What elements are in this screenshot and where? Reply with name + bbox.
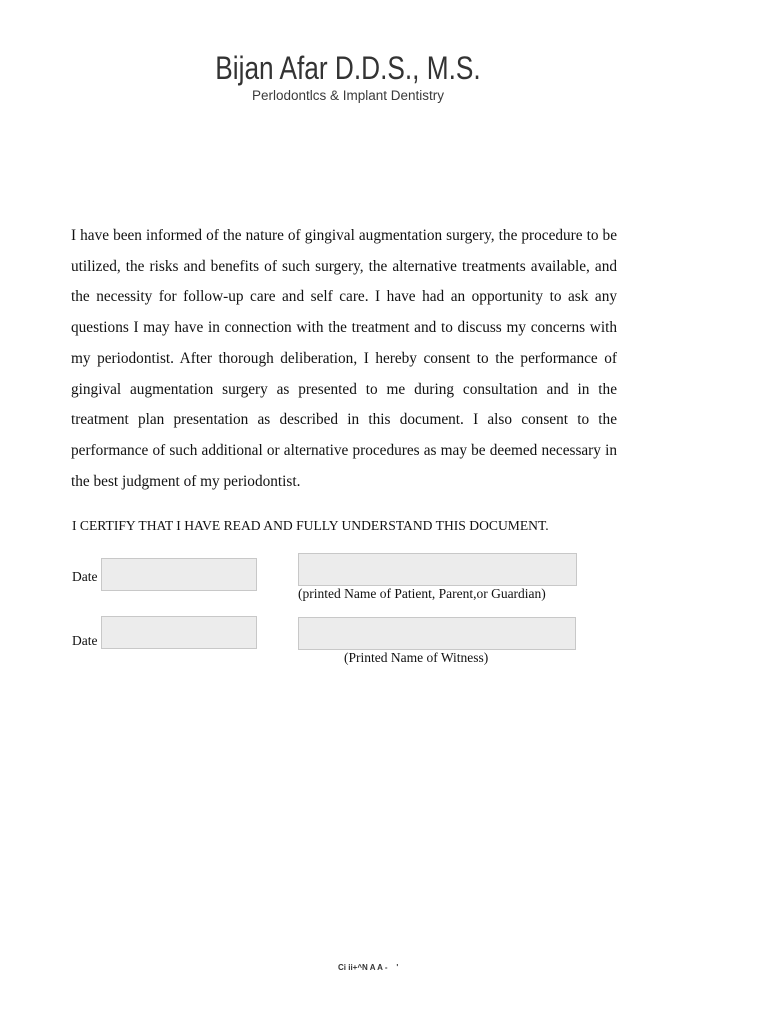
patient-name-caption: (printed Name of Patient, Parent,or Guardian): [298, 586, 546, 601]
footer-mark: Ci ii+^N A A - ': [338, 963, 399, 972]
witness-name-field[interactable]: [298, 617, 576, 650]
witness-date-label: Date: [72, 633, 98, 648]
witness-name-caption: (Printed Name of Witness): [344, 650, 489, 665]
patient-date-label: Date: [72, 569, 98, 584]
certification-statement: I CERTIFY THAT I HAVE READ AND FULLY UNDERSTAND THIS DOCUMENT.: [72, 518, 549, 533]
patient-name-field[interactable]: [298, 553, 577, 586]
practitioner-name: Bijan Afar D.D.S., M.S.: [215, 50, 481, 86]
patient-date-field[interactable]: [101, 558, 257, 591]
consent-paragraph: I have been informed of the nature of gingival augmentation surgery, the procedure to be utilized, the risks and benefits of such surgery, the alternative treatments available, and the necessity for follow-up care and self care. I have had an opportunity to ask any questions I may have in connection with the treatment and to discuss my concerns with my periodontist. After thorough deliberation, I hereby consent to the performance of gingival augmentation surgery as presented to me during consultation and in the treatment plan presentation as described in this document. I also consent to the performance of such additional or alternative procedures as may be deemed necessary in the best judgment of my periodontist.: [71, 227, 617, 490]
practice-specialty: Perlodontlcs & Implant Dentistry: [251, 88, 445, 103]
witness-date-field[interactable]: [101, 616, 257, 649]
